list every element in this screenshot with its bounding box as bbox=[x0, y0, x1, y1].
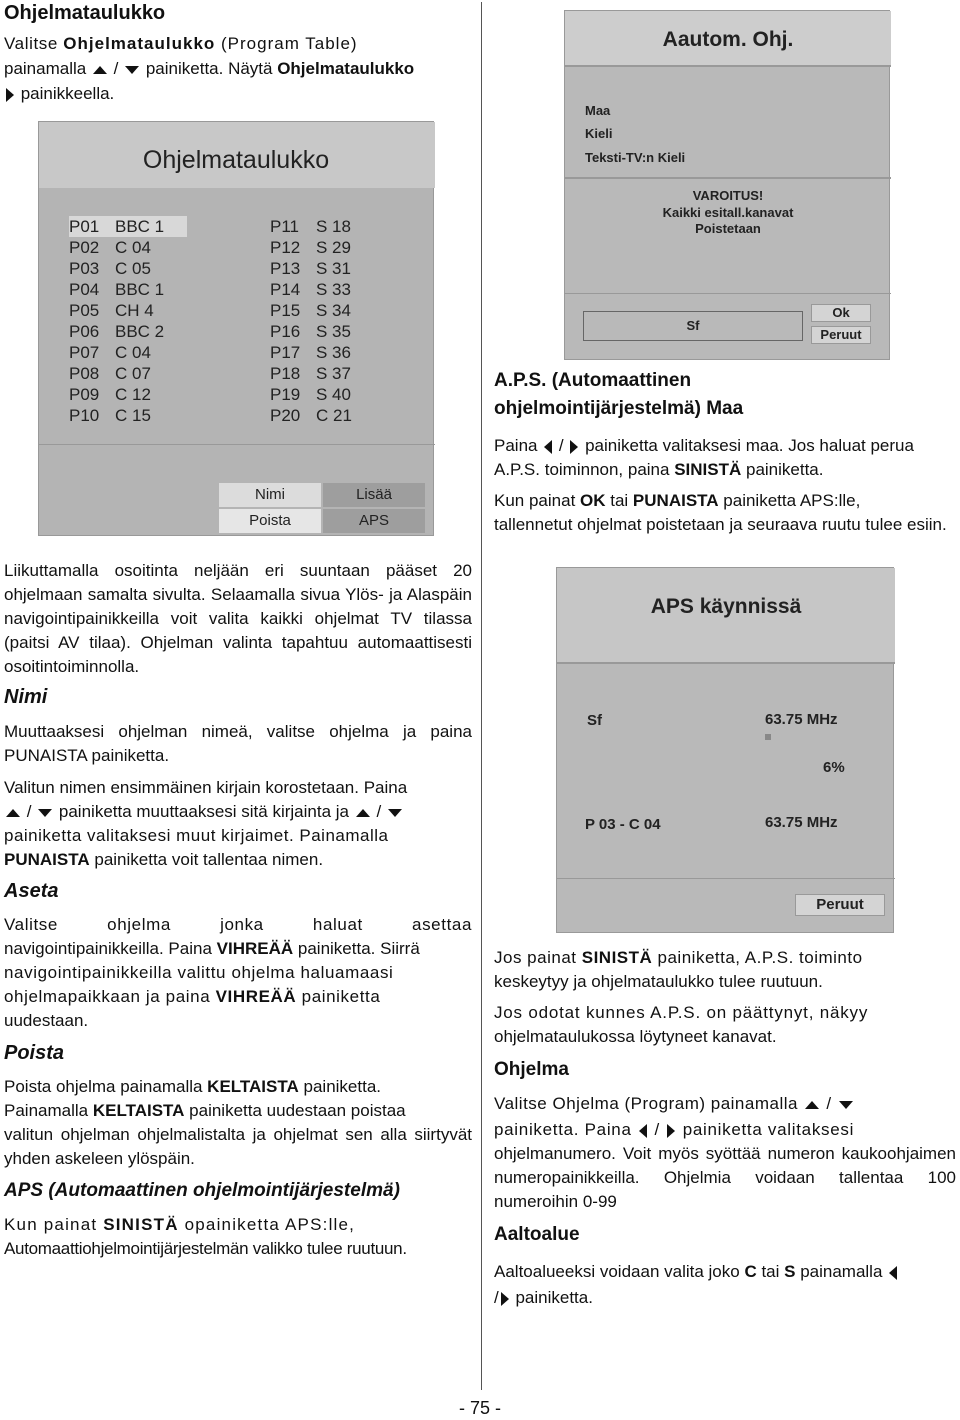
ohjelma-para-1 bbox=[494, 1092, 956, 1116]
aps-progress: 6% bbox=[823, 759, 845, 776]
aps-wait-para-1: Jos odotat kunnes A.P.S. on päättynyt, näkyy bbox=[494, 1003, 869, 1022]
menu-title: Aautom. Ohj. bbox=[662, 28, 794, 51]
menu-divider bbox=[565, 177, 891, 179]
nimi-button[interactable]: Nimi bbox=[219, 483, 321, 507]
channel-name: C 05 bbox=[115, 259, 151, 278]
text: painiketta. bbox=[298, 1077, 382, 1096]
text: painiketta bbox=[296, 987, 381, 1006]
intro-line-3 bbox=[4, 82, 114, 106]
text: Valitse Ohjelma (Program) painamalla bbox=[494, 1094, 804, 1113]
right-arrow-icon bbox=[501, 1292, 509, 1306]
channel-number: P13 bbox=[270, 259, 301, 278]
channel-name: C 07 bbox=[115, 364, 151, 383]
channel-name: C 04 bbox=[115, 238, 151, 257]
aps-peruut-button[interactable]: Peruut bbox=[795, 894, 885, 916]
channel-number: P16 bbox=[270, 322, 301, 341]
channel-name: S 33 bbox=[316, 280, 351, 299]
poista-para-1 bbox=[4, 1075, 472, 1099]
channel-number: P19 bbox=[270, 385, 301, 404]
channel-number: P12 bbox=[270, 238, 301, 257]
text: / bbox=[821, 1094, 837, 1113]
up-arrow-icon bbox=[6, 809, 20, 817]
text: PUNAISTA bbox=[4, 746, 87, 765]
text: Poista ohjelma painamalla bbox=[4, 1077, 208, 1096]
aaltoalue-para-1 bbox=[494, 1260, 956, 1284]
text: tai bbox=[605, 491, 633, 510]
nimi-heading: Nimi bbox=[4, 686, 48, 708]
screen-title: Ohjelmataulukko bbox=[142, 146, 330, 174]
intro-text: painiketta. Näytä bbox=[141, 59, 278, 78]
channel-name: CH 4 bbox=[115, 301, 154, 320]
program-table-screen bbox=[38, 121, 434, 536]
warning-title: VAROITUS! bbox=[692, 188, 764, 203]
text-bold: C bbox=[744, 1262, 757, 1281]
text-bold: KELTAISTA bbox=[92, 1101, 185, 1120]
channel-row[interactable] bbox=[69, 363, 187, 384]
right-arrow-icon bbox=[667, 1124, 675, 1138]
channel-row[interactable] bbox=[69, 342, 187, 363]
channel-name: S 29 bbox=[316, 238, 351, 257]
channel-name: S 37 bbox=[316, 364, 351, 383]
aps-running-title: APS käynnissä bbox=[650, 595, 802, 618]
aseta-para-1: Valitse ohjelma jonka haluat asettaa bbox=[4, 915, 472, 934]
nimi-para-2: Valitun nimen ensimmäinen kirjain korostetaan. Paina bbox=[4, 778, 408, 797]
down-arrow-icon bbox=[388, 809, 402, 817]
channel-row[interactable] bbox=[69, 216, 187, 237]
channel-row[interactable] bbox=[69, 405, 187, 426]
section-title-ohjelmataulukko: Ohjelmataulukko bbox=[4, 2, 166, 24]
aps-maa-para-2 bbox=[494, 458, 956, 482]
aps-divider bbox=[557, 662, 895, 664]
menu-item-maa[interactable]: Maa bbox=[585, 103, 611, 118]
nimi-para-4: painiketta valitaksesi muut kirjaimet. Painamalla bbox=[4, 826, 389, 845]
aps-running-screen bbox=[556, 567, 894, 933]
text: painiketta APS:lle, bbox=[718, 491, 861, 510]
up-arrow-icon bbox=[356, 809, 370, 817]
country-select[interactable]: Sf bbox=[583, 311, 803, 341]
aps-wait-para-2: ohjelmataulukossa löytyneet kanavat. bbox=[494, 1027, 777, 1046]
text: Muuttaaksesi ohjelman nimeä, valitse ohjelma ja paina bbox=[4, 722, 472, 741]
text-bold: SINISTÄ bbox=[103, 1215, 179, 1234]
channel-row[interactable] bbox=[270, 258, 352, 279]
page-number: - 75 - bbox=[458, 1398, 501, 1418]
channel-row[interactable] bbox=[69, 300, 187, 321]
channel-name: C 04 bbox=[115, 343, 151, 362]
channel-name: S 31 bbox=[316, 259, 351, 278]
channel-list-1 bbox=[69, 216, 187, 426]
text: painiketta valitaksesi bbox=[677, 1120, 855, 1139]
channel-number: P07 bbox=[69, 343, 100, 362]
nimi-para-3 bbox=[4, 800, 472, 824]
aps-country: Sf bbox=[587, 712, 602, 729]
channel-number: P09 bbox=[69, 385, 100, 404]
aps-button[interactable]: APS bbox=[323, 509, 425, 533]
warning-line-2: Kaikki esitall.kanavat bbox=[662, 205, 794, 220]
text-bold: KELTAISTA bbox=[207, 1077, 299, 1096]
channel-name: S 18 bbox=[316, 217, 351, 236]
channel-number: P20 bbox=[270, 406, 301, 425]
aps-maa-heading-2: ohjelmointijärjestelmä) Maa bbox=[494, 398, 744, 419]
channel-number: P11 bbox=[270, 217, 299, 236]
channel-name: C 21 bbox=[316, 406, 352, 425]
intro-text: painikkeella. bbox=[16, 84, 115, 103]
intro-text: Valitse bbox=[4, 34, 64, 53]
channel-row[interactable] bbox=[270, 300, 352, 321]
warning-line-3: Poistetaan bbox=[695, 221, 761, 236]
channel-name: S 36 bbox=[316, 343, 351, 362]
channel-row[interactable] bbox=[69, 384, 187, 405]
aseta-para-3: navigointipainikkeilla valittu ohjelma haluamaasi bbox=[4, 963, 394, 982]
intro-text: painamalla bbox=[4, 59, 91, 78]
aps-para-1 bbox=[4, 1213, 472, 1237]
text: painiketta, A.P.S. toiminto bbox=[652, 948, 863, 967]
text: navigointipainikkeilla. Paina bbox=[4, 939, 217, 958]
text-bold: VIHREÄÄ bbox=[216, 939, 294, 958]
text: painiketta voit tallentaa nimen. bbox=[89, 850, 324, 869]
intro-line-1 bbox=[4, 32, 472, 56]
text-bold: S bbox=[784, 1262, 796, 1281]
text: / bbox=[649, 1120, 666, 1139]
channel-row[interactable] bbox=[270, 363, 352, 384]
text: / bbox=[22, 802, 37, 821]
menu-divider-2 bbox=[565, 293, 891, 294]
text-bold: PUNAISTA bbox=[4, 850, 90, 869]
channel-list-2 bbox=[270, 216, 352, 426]
poista-heading: Poista bbox=[4, 1042, 65, 1064]
intro-text: / bbox=[108, 59, 124, 78]
text: painiketta muuttaaksesi sitä kirjainta ja bbox=[54, 802, 354, 821]
intro-bold: Ohjelmataulukko bbox=[63, 34, 216, 53]
up-arrow-icon bbox=[805, 1101, 819, 1109]
poista-para-2 bbox=[4, 1099, 472, 1123]
aseta-para-4 bbox=[4, 985, 472, 1009]
aps-maa-para-1 bbox=[494, 434, 956, 458]
channel-name: C 15 bbox=[115, 406, 151, 425]
text: / bbox=[554, 436, 569, 455]
aps-divider-2 bbox=[557, 878, 895, 879]
text: painiketta. Siirrä bbox=[293, 939, 420, 958]
ohjelma-para-3: ohjelmanumero. Voit myös syöttää numeron kaukoohjaimen numeropainikkeilla. Ohjelmia voidaan tallentaa 100 numeroihin 0-99 bbox=[494, 1144, 956, 1211]
channel-number: P05 bbox=[69, 301, 100, 320]
channel-number: P18 bbox=[270, 364, 301, 383]
right-arrow-icon bbox=[6, 88, 14, 102]
text: Kun painat bbox=[494, 491, 581, 510]
channel-name: S 34 bbox=[316, 301, 351, 320]
aps-maa-heading-1: A.P.S. (Automaattinen bbox=[494, 370, 692, 391]
aaltoalue-heading: Aaltoalue bbox=[494, 1224, 580, 1245]
channel-name: S 40 bbox=[316, 385, 351, 404]
text-bold: VIHREÄÄ bbox=[215, 987, 297, 1006]
text: Kun painat bbox=[4, 1215, 104, 1234]
channel-row[interactable] bbox=[270, 321, 352, 342]
text: Painamalla bbox=[4, 1101, 93, 1120]
nimi-para-1 bbox=[4, 720, 472, 768]
aps-para-2: Automaattiohjelmointijärjestelmän valikko tulee ruutuun. bbox=[4, 1239, 407, 1258]
text: Jos painat bbox=[494, 948, 582, 967]
down-arrow-icon bbox=[38, 809, 52, 817]
aps-frequency-1: 63.75 MHz bbox=[765, 711, 838, 728]
nimi-para-5 bbox=[4, 848, 472, 872]
aps-maa-para-3 bbox=[494, 489, 956, 513]
ok-button[interactable]: Ok bbox=[811, 304, 871, 322]
aps-maa-para-4: tallennetut ohjelmat poistetaan ja seuraava ruutu tulee esiin. bbox=[494, 515, 947, 534]
column-divider bbox=[481, 2, 482, 1390]
ohjelma-heading: Ohjelma bbox=[494, 1059, 569, 1080]
menu-item-teksti-tv-kieli[interactable]: Teksti-TV:n Kieli bbox=[585, 150, 686, 165]
text: / bbox=[494, 1288, 499, 1307]
poista-para-3: valitun ohjelman ohjelmalistalta ja ohjelmat sen alla siirtyvät yhden askeleen ylöspäin. bbox=[4, 1125, 472, 1168]
left-arrow-icon bbox=[889, 1266, 897, 1280]
left-arrow-icon bbox=[639, 1124, 647, 1138]
channel-number: P06 bbox=[69, 322, 100, 341]
aseta-para-2 bbox=[4, 937, 472, 961]
text: painiketta. bbox=[86, 746, 170, 765]
menu-item-kieli[interactable]: Kieli bbox=[585, 126, 613, 141]
channel-row[interactable] bbox=[69, 321, 187, 342]
text-bold: SINISTÄ bbox=[674, 460, 742, 479]
text: painiketta. Paina bbox=[494, 1120, 638, 1139]
right-arrow-icon bbox=[570, 440, 578, 454]
channel-row[interactable] bbox=[270, 342, 352, 363]
ohjelma-para-2 bbox=[494, 1118, 956, 1142]
text: opainiketta APS:lle, bbox=[178, 1215, 356, 1234]
text: painiketta. bbox=[741, 460, 824, 479]
channel-name: BBC 1 bbox=[115, 217, 165, 236]
channel-row[interactable] bbox=[270, 279, 352, 300]
channel-number: P10 bbox=[69, 406, 100, 425]
aps-cancel-para-1 bbox=[494, 946, 956, 970]
text-bold: SINISTÄ bbox=[581, 948, 653, 967]
up-arrow-icon bbox=[93, 66, 107, 74]
para-navigation: Liikuttamalla osoitinta neljään eri suuntaan pääset 20 ohjelmaan samalta sivulta. Selaamalla sivua Ylös- ja Alaspäin navigointipainikkeilla voit valita kaikki ohjelmat TV tilassa (paitsi AV tilaa). Ohjelman valinta tapahtuu automaattisesti osoitintoiminnolla. bbox=[4, 561, 472, 676]
text-bold: OK bbox=[580, 491, 606, 510]
down-arrow-icon bbox=[839, 1101, 853, 1109]
aps-progress-track bbox=[765, 734, 865, 740]
aps-menu-screen bbox=[564, 10, 890, 360]
channel-row[interactable] bbox=[270, 216, 352, 237]
channel-row[interactable] bbox=[270, 237, 352, 258]
peruut-button[interactable]: Peruut bbox=[811, 326, 871, 344]
poista-button[interactable]: Poista bbox=[219, 509, 321, 533]
screen-divider bbox=[39, 444, 435, 445]
text: ohjelmapaikkaan ja paina bbox=[4, 987, 216, 1006]
text: painiketta. bbox=[510, 1288, 593, 1307]
channel-row[interactable] bbox=[69, 279, 187, 300]
channel-row[interactable] bbox=[270, 384, 352, 405]
intro-line-2 bbox=[4, 57, 472, 81]
text: painiketta valitaksesi maa. Jos haluat perua bbox=[580, 436, 914, 455]
channel-number: P02 bbox=[69, 238, 100, 257]
text: painiketta uudestaan poistaa bbox=[184, 1101, 406, 1120]
aps-frequency-2: 63.75 MHz bbox=[765, 814, 838, 831]
channel-number: P17 bbox=[270, 343, 301, 362]
text: tai bbox=[756, 1262, 785, 1281]
aps-cancel-para-2: keskeytyy ja ohjelmataulukko tulee ruutuun. bbox=[494, 972, 823, 991]
channel-row[interactable] bbox=[69, 258, 187, 279]
channel-row[interactable] bbox=[270, 405, 352, 426]
channel-number: P14 bbox=[270, 280, 301, 299]
left-arrow-icon bbox=[544, 440, 552, 454]
intro-bold: Ohjelmataulukko bbox=[277, 59, 415, 78]
aps-heading: APS (Automaattinen ohjelmointijärjestelmä) bbox=[4, 1180, 400, 1201]
text: / bbox=[371, 802, 386, 821]
channel-number: P01 bbox=[69, 217, 100, 236]
channel-name: S 35 bbox=[316, 322, 351, 341]
aps-progress-fill bbox=[765, 734, 771, 740]
text-bold: PUNAISTA bbox=[632, 491, 719, 510]
text: Aaltoalueeksi voidaan valita joko bbox=[494, 1262, 745, 1281]
channel-row[interactable] bbox=[69, 237, 187, 258]
channel-number: P08 bbox=[69, 364, 100, 383]
text: A.P.S. toiminnon, paina bbox=[494, 460, 675, 479]
aaltoalue-para-2 bbox=[494, 1286, 956, 1310]
intro-text: (Program Table) bbox=[215, 34, 358, 53]
aps-program: P 03 - C 04 bbox=[585, 816, 661, 833]
aseta-para-5: uudestaan. bbox=[4, 1011, 89, 1030]
text: Paina bbox=[494, 436, 543, 455]
channel-number: P15 bbox=[270, 301, 301, 320]
down-arrow-icon bbox=[125, 66, 139, 74]
text: painamalla bbox=[795, 1262, 888, 1281]
channel-name: C 12 bbox=[115, 385, 151, 404]
channel-name: BBC 2 bbox=[115, 322, 165, 341]
aseta-heading: Aseta bbox=[4, 880, 59, 902]
channel-name: BBC 1 bbox=[115, 280, 165, 299]
lisaa-button[interactable]: Lisää bbox=[323, 483, 425, 507]
channel-number: P03 bbox=[69, 259, 100, 278]
channel-number: P04 bbox=[69, 280, 100, 299]
